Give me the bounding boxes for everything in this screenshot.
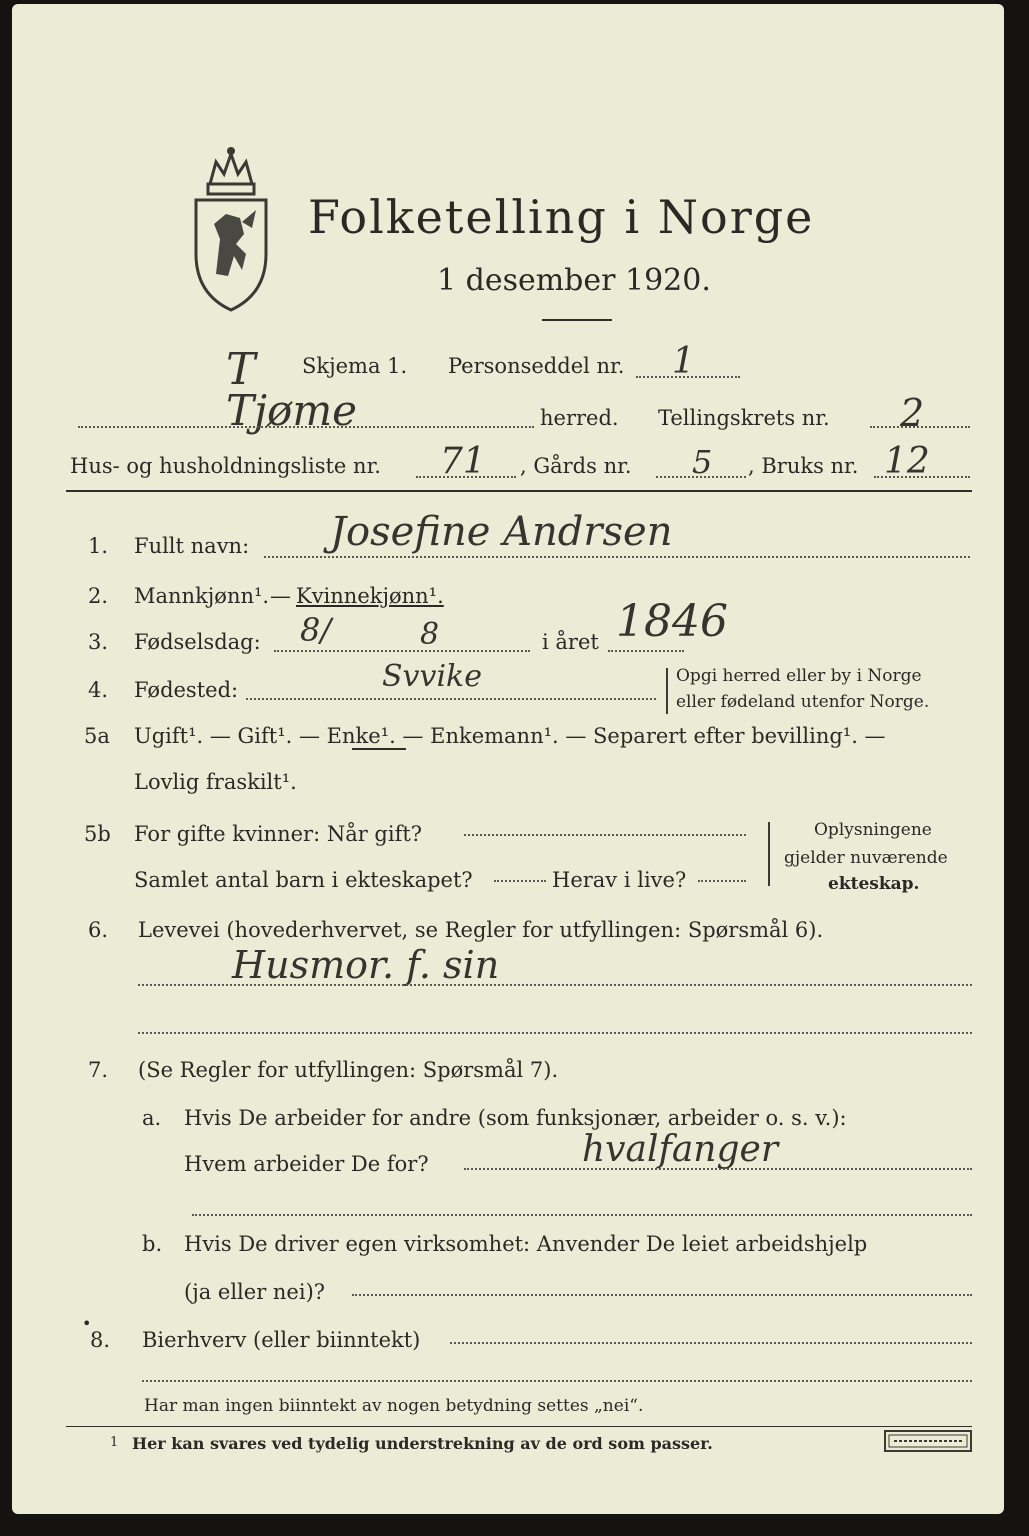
hus-line xyxy=(416,476,516,478)
q7-label: (Se Regler for utfyllingen: Spørsmål 7). xyxy=(138,1058,559,1082)
footnote-number: 1 xyxy=(110,1435,119,1450)
footer-note: Har man ingen biinntekt av nogen betydning settes „nei“. xyxy=(144,1396,644,1416)
q4-number: 4. xyxy=(88,678,109,702)
personseddel-label: Personseddel nr. xyxy=(448,354,625,378)
herred-handwritten-initial: T xyxy=(226,344,256,395)
herred-line xyxy=(78,426,534,428)
q5b-note-line2: gjelder nuværende xyxy=(784,848,948,868)
q8-bullet: • xyxy=(82,1314,92,1333)
gards-label: , Gårds nr. xyxy=(520,454,632,478)
q7a-line2: Hvem arbeider De for? xyxy=(184,1152,429,1176)
q4-label: Fødested: xyxy=(134,678,239,702)
q4-note-line1: Opgi herred eller by i Norge xyxy=(676,666,922,686)
q7b-line1: Hvis De driver egen virksomhet: Anvender De leiet arbeidshjelp xyxy=(184,1232,868,1256)
tellingskrets-value: 2 xyxy=(900,391,925,435)
skjema-label: Skjema 1. xyxy=(302,354,408,378)
q5b-note-line1: Oplysningene xyxy=(814,820,932,840)
hus-label: Hus- og husholdningsliste nr. xyxy=(70,454,381,478)
q2-female-option: Kvinnekjønn¹. xyxy=(296,584,444,608)
tellingskrets-line xyxy=(870,426,970,428)
tellingskrets-label: Tellingskrets nr. xyxy=(658,406,830,430)
bruks-label: , Bruks nr. xyxy=(748,454,859,478)
q3-day-line xyxy=(274,650,530,652)
q5b-alive-line xyxy=(698,880,746,882)
q5b-note-line3: ekteskap. xyxy=(828,874,920,894)
q3-number: 3. xyxy=(88,630,109,654)
q8-line-extra xyxy=(142,1380,972,1382)
q7a-line xyxy=(464,1168,972,1170)
bruks-line xyxy=(874,476,970,478)
q7b-letter: b. xyxy=(142,1232,163,1256)
q3-month-value: 8 xyxy=(420,617,440,652)
q3-day-value: 8/ xyxy=(300,611,332,649)
q8-line xyxy=(450,1342,972,1344)
q4-note-brace xyxy=(666,668,668,714)
gards-line xyxy=(656,476,746,478)
q7b-line xyxy=(352,1294,972,1296)
census-date: 1 desember 1920. xyxy=(437,263,711,298)
q6-line2 xyxy=(138,1032,972,1034)
q4-line xyxy=(246,698,656,700)
q7-number: 7. xyxy=(88,1058,109,1082)
printer-stamp-icon xyxy=(884,1430,972,1452)
footer-rule xyxy=(66,1426,972,1427)
bruks-value: 12 xyxy=(884,441,930,482)
q3-year-label: i året xyxy=(542,630,599,654)
q7a-line-extra xyxy=(192,1214,972,1216)
q6-label: Levevei (hovederhvervet, se Regler for utfyllingen: Spørsmål 6). xyxy=(138,918,824,942)
q7b-line2: (ja eller nei)? xyxy=(184,1280,326,1304)
q7a-letter: a. xyxy=(142,1106,162,1130)
personseddel-value: 1 xyxy=(672,341,695,382)
q5b-note-brace xyxy=(768,822,770,886)
q5a-enke-underline xyxy=(352,748,406,750)
personseddel-line xyxy=(636,376,740,378)
q3-year-line xyxy=(608,650,684,652)
q2-number: 2. xyxy=(88,584,109,608)
q7a-line1: Hvis De arbeider for andre (som funksjonær, arbeider o. s. v.): xyxy=(184,1106,847,1130)
norwegian-coat-of-arms-icon xyxy=(190,144,272,314)
herred-value: Tjøme xyxy=(226,386,358,435)
q2-male-option: Mannkjønn¹. xyxy=(134,584,270,608)
q5a-line2: Lovlig fraskilt¹. xyxy=(134,770,297,794)
title-divider xyxy=(542,319,612,321)
q5b-line1: For gifte kvinner: Når gift? xyxy=(134,822,423,846)
q5b-married-line xyxy=(464,834,746,836)
header-rule xyxy=(66,490,972,492)
q4-birthplace-value: Svvike xyxy=(382,659,482,694)
q6-number: 6. xyxy=(88,918,109,942)
q1-line xyxy=(264,556,970,558)
q3-year-value: 1846 xyxy=(616,596,728,647)
q4-note-line2: eller fødeland utenfor Norge. xyxy=(676,692,930,712)
q2-separator: — xyxy=(270,584,291,608)
q5b-number: 5b xyxy=(84,822,111,846)
q3-label: Fødselsdag: xyxy=(134,630,261,654)
q8-label: Bierhverv (eller biinntekt) xyxy=(142,1328,421,1352)
q5b-alive-label: Herav i live? xyxy=(552,868,687,892)
q6-occupation-value: Husmor. f. sin xyxy=(232,943,500,987)
form-title: Folketelling i Norge xyxy=(308,190,815,244)
q1-full-name-value: Josefine Andrsen xyxy=(330,509,673,555)
q6-line1 xyxy=(138,984,972,986)
q8-number: 8. xyxy=(90,1328,111,1352)
herred-label: herred. xyxy=(540,406,619,430)
q5a-line1: Ugift¹. — Gift¹. — Enke¹. — Enkemann¹. — Separert efter bevilling¹. — xyxy=(134,724,886,748)
gards-value: 5 xyxy=(692,443,713,481)
q5b-children-line xyxy=(494,880,546,882)
q1-label: Fullt navn: xyxy=(134,534,250,558)
q5a-number: 5a xyxy=(84,724,110,748)
footnote-text: Her kan svares ved tydelig understrekning av de ord som passer. xyxy=(132,1434,713,1453)
q1-number: 1. xyxy=(88,534,109,558)
q7a-employer-value: hvalfanger xyxy=(582,1129,779,1170)
census-form-sheet xyxy=(12,4,1004,1514)
hus-value: 71 xyxy=(440,441,486,482)
q5b-children-label: Samlet antal barn i ekteskapet? xyxy=(134,868,473,892)
